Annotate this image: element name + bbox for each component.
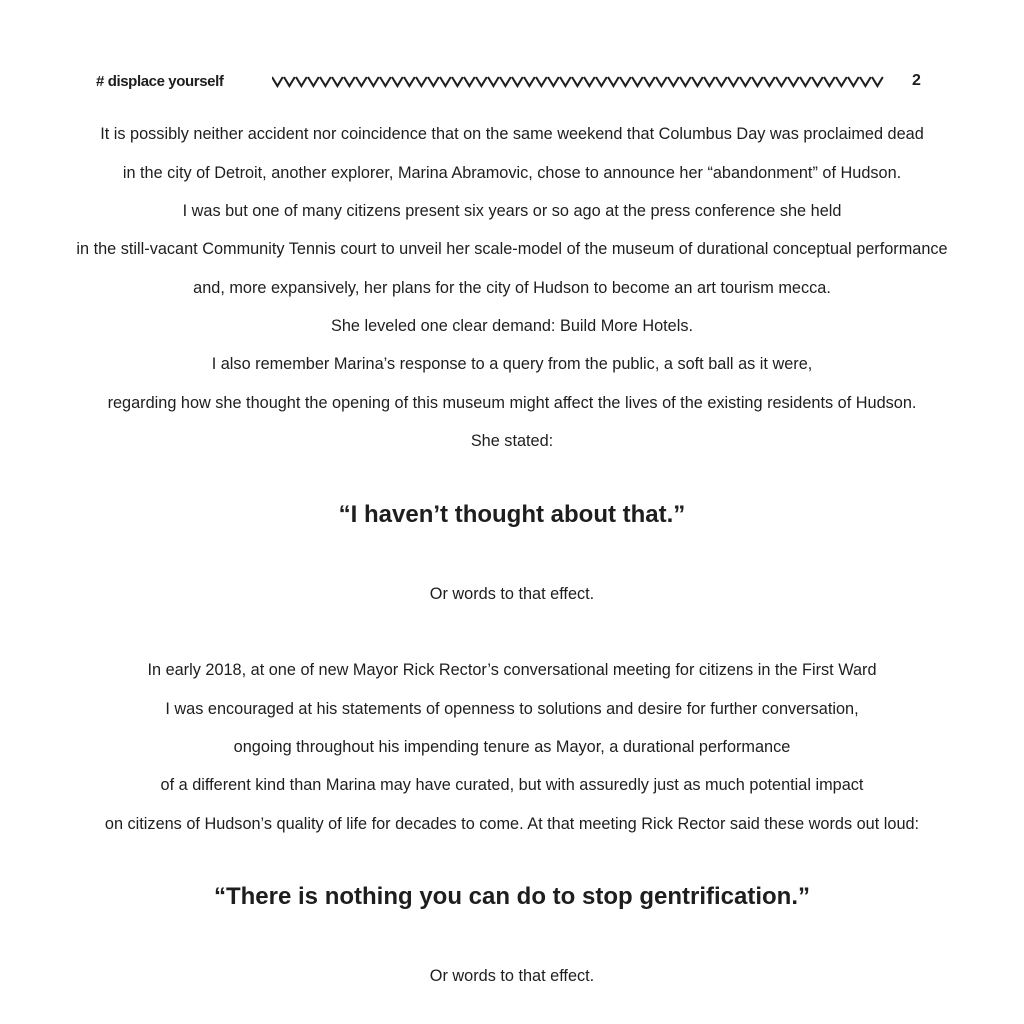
body-line: She leveled one clear demand: Build More Hotels. (330, 317, 693, 335)
hashtag-title: # displace yourself (96, 73, 224, 90)
effect-note: Or words to that effect. (429, 585, 595, 603)
body-line: on citizens of Hudson’s quality of life for decades to come. At that meeting Rick Rector said these words out loud: (104, 815, 920, 833)
pull-quote: “There is nothing you can do to stop gentrification.” (213, 883, 810, 910)
body-line: regarding how she thought the opening of this museum might affect the lives of the existing residents of Hudson. (107, 394, 917, 412)
zigzag-stroke (272, 77, 883, 86)
page-header (0, 72, 1024, 94)
body-line: In early 2018, at one of new Mayor Rick Rector’s conversational meeting for citizens in the First Ward (147, 661, 877, 679)
page-number: 2 (912, 72, 921, 89)
body-line: I was encouraged at his statements of openness to solutions and desire for further conversation, (165, 700, 859, 718)
body-line: of a different kind than Marina may have curated, but with assuredly just as much potential impact (160, 776, 864, 794)
pull-quote: “I haven’t thought about that.” (338, 501, 686, 528)
body-line: I was but one of many citizens present six years or so ago at the press conference she held (182, 202, 842, 220)
body-line: She stated: (470, 432, 554, 450)
body-line: It is possibly neither accident nor coincidence that on the same weekend that Columbus Day was proclaimed dead (100, 125, 924, 143)
body-line: ongoing throughout his impending tenure as Mayor, a durational performance (233, 738, 791, 756)
body-line: I also remember Marina’s response to a query from the public, a soft ball as it were, (211, 355, 813, 373)
body-line: in the still-vacant Community Tennis court to unveil her scale-model of the museum of durational conceptual performance (76, 240, 948, 258)
zigzag-divider-icon (272, 75, 884, 89)
body-line: and, more expansively, her plans for the city of Hudson to become an art tourism mecca. (193, 279, 831, 297)
body-line: in the city of Detroit, another explorer, Marina Abramovic, chose to announce her “abandonment” of Hudson. (122, 164, 902, 182)
effect-note: Or words to that effect. (429, 967, 595, 985)
